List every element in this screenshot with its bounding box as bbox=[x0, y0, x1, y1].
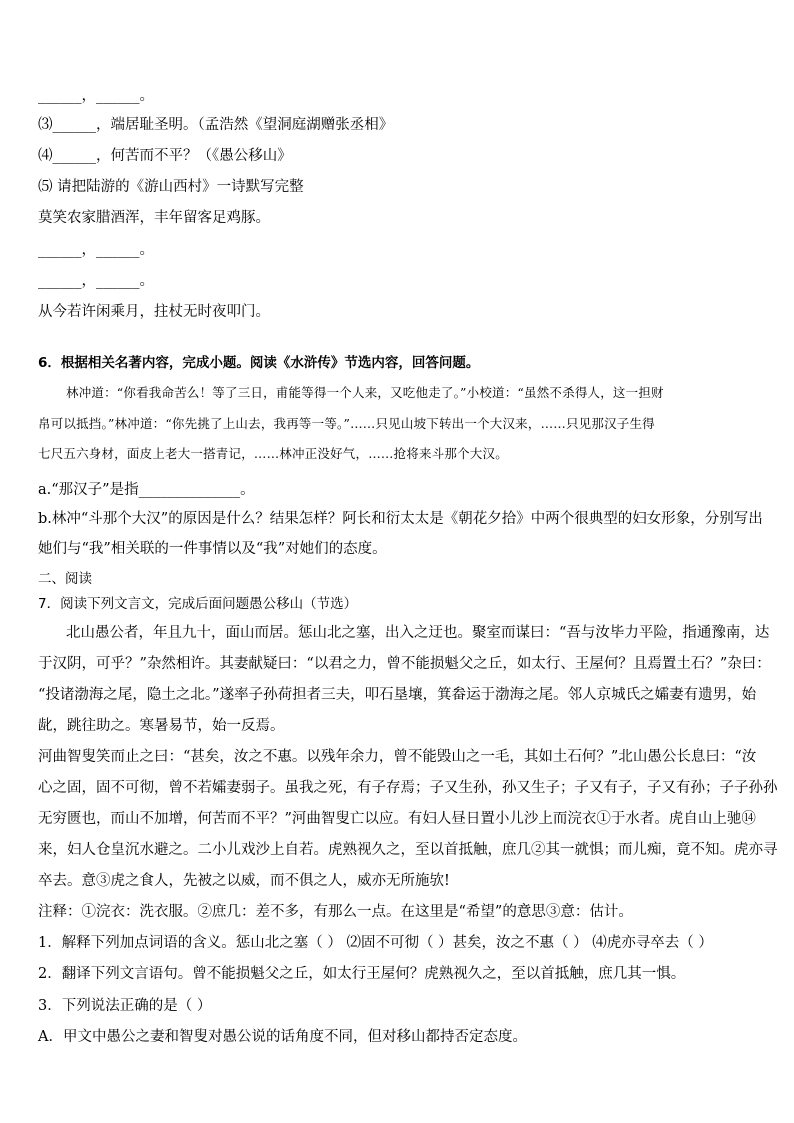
passage-line: 河曲智叟笑而止之曰：“甚矣，汝之不惠。以残年余力，曾不能毁山之一毛，其如土石何？”北山愚公长息曰：“汝 bbox=[38, 749, 757, 765]
poetry-item-3: ⑶______，端居耻圣明。（孟浩然《望洞庭湖赠张丞相》 bbox=[38, 117, 394, 133]
subquestion-1: 1．解释下列加点词语的含义。惩山北之塞（ ） ⑵固不可彻（ ）甚矣，汝之不惠（ ） ⑷虎亦寻卒去（ ） bbox=[38, 935, 713, 951]
answer-blank-line: ______，______。 bbox=[38, 242, 154, 258]
passage-line: “投诸渤海之尾，隐土之北。”遂率子孙荷担者三夫，叩石垦壤，箕畚运于渤海之尾。邻人京城氏之孀妻有遗男，始 bbox=[38, 687, 757, 703]
poetry-item-5: ⑸ 请把陆游的《游山西村》一诗默写完整 bbox=[38, 179, 304, 195]
notes: 注释：①浣衣：洗衣服。②庶几：差不多，有那么一点。在这里是“希望”的意思③意：估计。 bbox=[38, 904, 633, 920]
passage-line: 卒去。意③虎之食人，先被之以威，而不俱之人，威亦无所施欤! bbox=[38, 873, 450, 889]
section-heading: 二、阅读 bbox=[38, 571, 92, 587]
passage-line: 龀，跳往助之。寒暑易节，始一反焉。 bbox=[38, 718, 285, 734]
question-6-title: 6．根据相关名著内容，完成小题。阅读《水浒传》节选内容，回答问题。 bbox=[38, 355, 480, 371]
answer-blank-line: ______，______。 bbox=[38, 88, 154, 104]
excerpt-line: 帛可以抵挡。”林冲道：“你先挑了上山去，我再等一等。”……只见山坡下转出一个大汉来，……只见那汉子生得 bbox=[38, 416, 655, 431]
passage-line: 来，妇人仓皇沉水避之。二小儿戏沙上自若。虎熟视久之，至以首抵触，庶几②其一就惧；而儿痴，竟不知。虎亦寻 bbox=[38, 842, 778, 858]
poem-line: 莫笑农家腊酒浑，丰年留客足鸡豚。 bbox=[38, 210, 270, 226]
option-a: A．甲文中愚公之妻和智叟对愚公说的话角度不同，但对移山都持否定态度。 bbox=[38, 1029, 527, 1045]
question-6a: a.“那汉子”是指______________。 bbox=[38, 482, 255, 498]
question-6b-cont: 她们与“我”相关联的一件事情以及“我”对她们的态度。 bbox=[38, 541, 387, 557]
question-6b: b.林冲“斗那个大汉”的原因是什么？结果怎样？阿长和衍太太是《朝花夕拾》中两个很典型的妇女形象，分别写出 bbox=[38, 511, 763, 527]
question-7-title: 7．阅读下列文言文，完成后面问题愚公移山（节选） bbox=[38, 596, 358, 612]
excerpt-line: 林冲道：“你看我命苦么！等了三日，甫能等得一个人来，又吃他走了。”小校道：“虽然不杀得人，这一担财 bbox=[66, 385, 664, 400]
subquestion-2: 2．翻译下列文言语句。曾不能损魁父之丘，如太行王屋何？虎熟视久之，至以首抵触，庶几其一惧。 bbox=[38, 966, 686, 982]
excerpt-line: 七尺五六身材，面皮上老大一搭青记，……林冲正没好气，……抢将来斗那个大汉。 bbox=[38, 446, 508, 461]
passage-line: 心之固，固不可彻，曾不若孀妻弱子。虽我之死，有子存焉；子又生孙，孙又生子；子又有子，子又有孙；子子孙孙 bbox=[38, 780, 778, 796]
poetry-item-4: ⑷______，何苦而不平？（《愚公移山》 bbox=[38, 148, 292, 164]
poem-line: 从今若许闲乘月，拄杖无时夜叩门。 bbox=[38, 304, 270, 320]
subquestion-3: 3．下列说法正确的是（ ） bbox=[38, 998, 212, 1014]
answer-blank-line: ______，______。 bbox=[38, 273, 154, 289]
passage-line: 北山愚公者，年且九十，面山而居。惩山北之塞，出入之迂也。聚室而谋曰：“吾与汝毕力平险，指通豫南，达 bbox=[66, 625, 770, 641]
passage-line: 于汉阴，可乎？”杂然相许。其妻献疑曰：“以君之力，曾不能损魁父之丘，如太行、王屋何？且焉置土石？”杂曰： bbox=[38, 656, 771, 672]
passage-line: 无穷匮也，而山不加增，何苦而不平？”河曲智叟亡以应。有妇人昼日置小儿沙上而浣衣①于水者。虎自山上驰⑭ bbox=[38, 811, 756, 827]
